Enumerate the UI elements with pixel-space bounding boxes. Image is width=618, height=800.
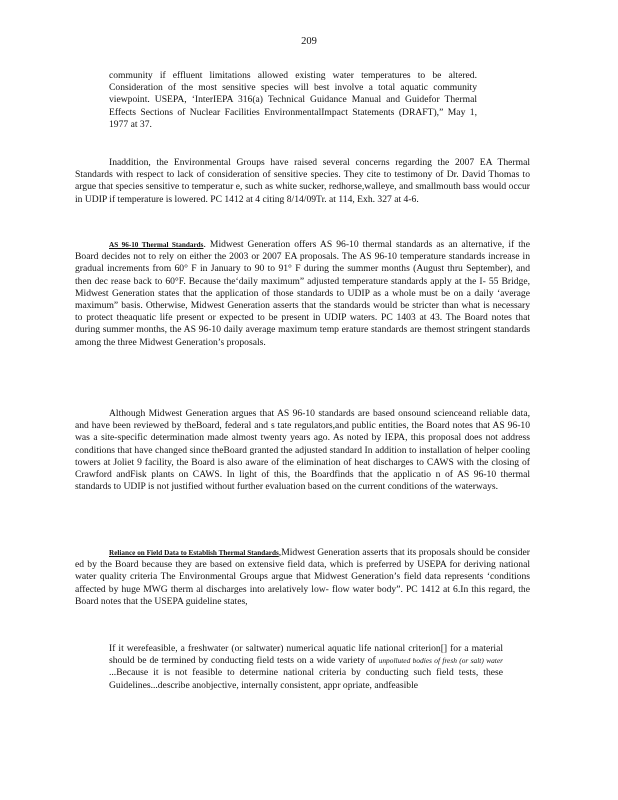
reliance-heading: Reliance on Field Data to Establish Thermal Standards xyxy=(109,549,279,557)
as9610-body: . Midwest Generation offers AS 96-10 thermal standards as an alternative, if the Board decides not to rely on either the 2003 or 2007 EA proposals. The AS 96-10 temperature standards increase in gradual increments from 60° F in January to 90 to 91° F during the summer months (August thru September), and then dec rease back to 60°F. Because the‘daily maximum” adjusted temperature standards apply at the I- 55 Bridge, Midwest Generation states that the application of those standards to UDIP as a whole must be on a daily ‘average maximum” basis. Otherwise, Midwest Generation asserts that the standards would be stricter than what is necessary to protect theaquatic life present or expected to be present in UDIP waters. PC 1403 at 43. The Board notes that during summer months, the AS 96-10 daily average maximum temp erature standards are themost stringent standards among the three Midwest Generation’s proposals. xyxy=(75,239,530,348)
quote-before: If it werefeasible, a freshwater (or saltwater) numerical aquatic life national criterion[] for a material should be de termined by conducting field tests on a wide variety of xyxy=(109,643,503,667)
quote-italic: unpolluted bodies of fresh (or salt) water xyxy=(378,656,503,666)
although-midwest-generation-paragraph: Although Midwest Generation argues that AS 96-10 standards are based onsound scienceand reliable data, and have been reviewed by theBoard, federal and s tate regulators,and public entities, the Board notes that AS 96-10 was a site-specific determination made almost twenty years ago. As noted by IEPA, this proposal does not address conditions that have changed since theBoard granted the adjusted standard In addition to installation of helper cooling towers at Joliet 9 facility, the Board is also aware of the elimination of heat discharges to CAWS with the closing of Crawford andFisk plants on CAWS. In light of this, the Boardfinds that the applicatio n of AS 96-10 thermal standards to UDIP is not justified without further evaluation based on the current conditions of the waterways. xyxy=(75,408,530,493)
environmental-groups-paragraph: Inaddition, the Environmental Groups have raised several concerns regarding the 2007 EA Thermal Standards with respect to lack of consideration of sensitive species. They cite to testimony of Dr. David Thomas to argue that species sensitive to temperatur e, such as white sucker, redhorse,walleye, and smallmouth bass would occur in UDIP if temperature is lowered. PC 1412 at 4 citing 8/14/09Tr. at 114, Exh. 327 at 4-6. xyxy=(75,157,530,205)
quote-after: ...Because it is not feasible to determine national criteria by conducting such field tests, these Guidelines...describe anobjective, internally consistent, appr opriate, andfeasible xyxy=(109,667,503,691)
reliance-field-data-paragraph xyxy=(75,547,530,608)
usepa-guideline-quote xyxy=(109,643,503,692)
as9610-heading: AS 96-10 Thermal Standards xyxy=(109,241,204,249)
as9610-thermal-standards-paragraph xyxy=(75,239,530,349)
page-number: 209 xyxy=(301,36,317,47)
continuation-quote-paragraph: community if effluent limitations allowed existing water temperatures to be altered. Consideration of the most sensitive species will best involve a total aquatic community viewpoint. USEPA, ‘InterIEPA 316(a) Technical Guidance Manual and Guidefor Thermal Effects Sections of Nuclear Facilities EnvironmentalImpact Statements (DRAFT),” May 1, 1977 at 37. xyxy=(109,70,477,130)
reliance-body: ,Midwest Generation asserts that its proposals should be consider ed by the Board because they are based on extensive field data, which is preferred by USEPA for deriving national water quality criteria The Environmental Groups argue that Midwest Generation’s field data represents ‘conditions affected by huge MWG therm al discharges into arelatively low- flow water body”. PC 1412 at 6.In this regard, the Board notes that the USEPA guideline states, xyxy=(75,547,530,607)
